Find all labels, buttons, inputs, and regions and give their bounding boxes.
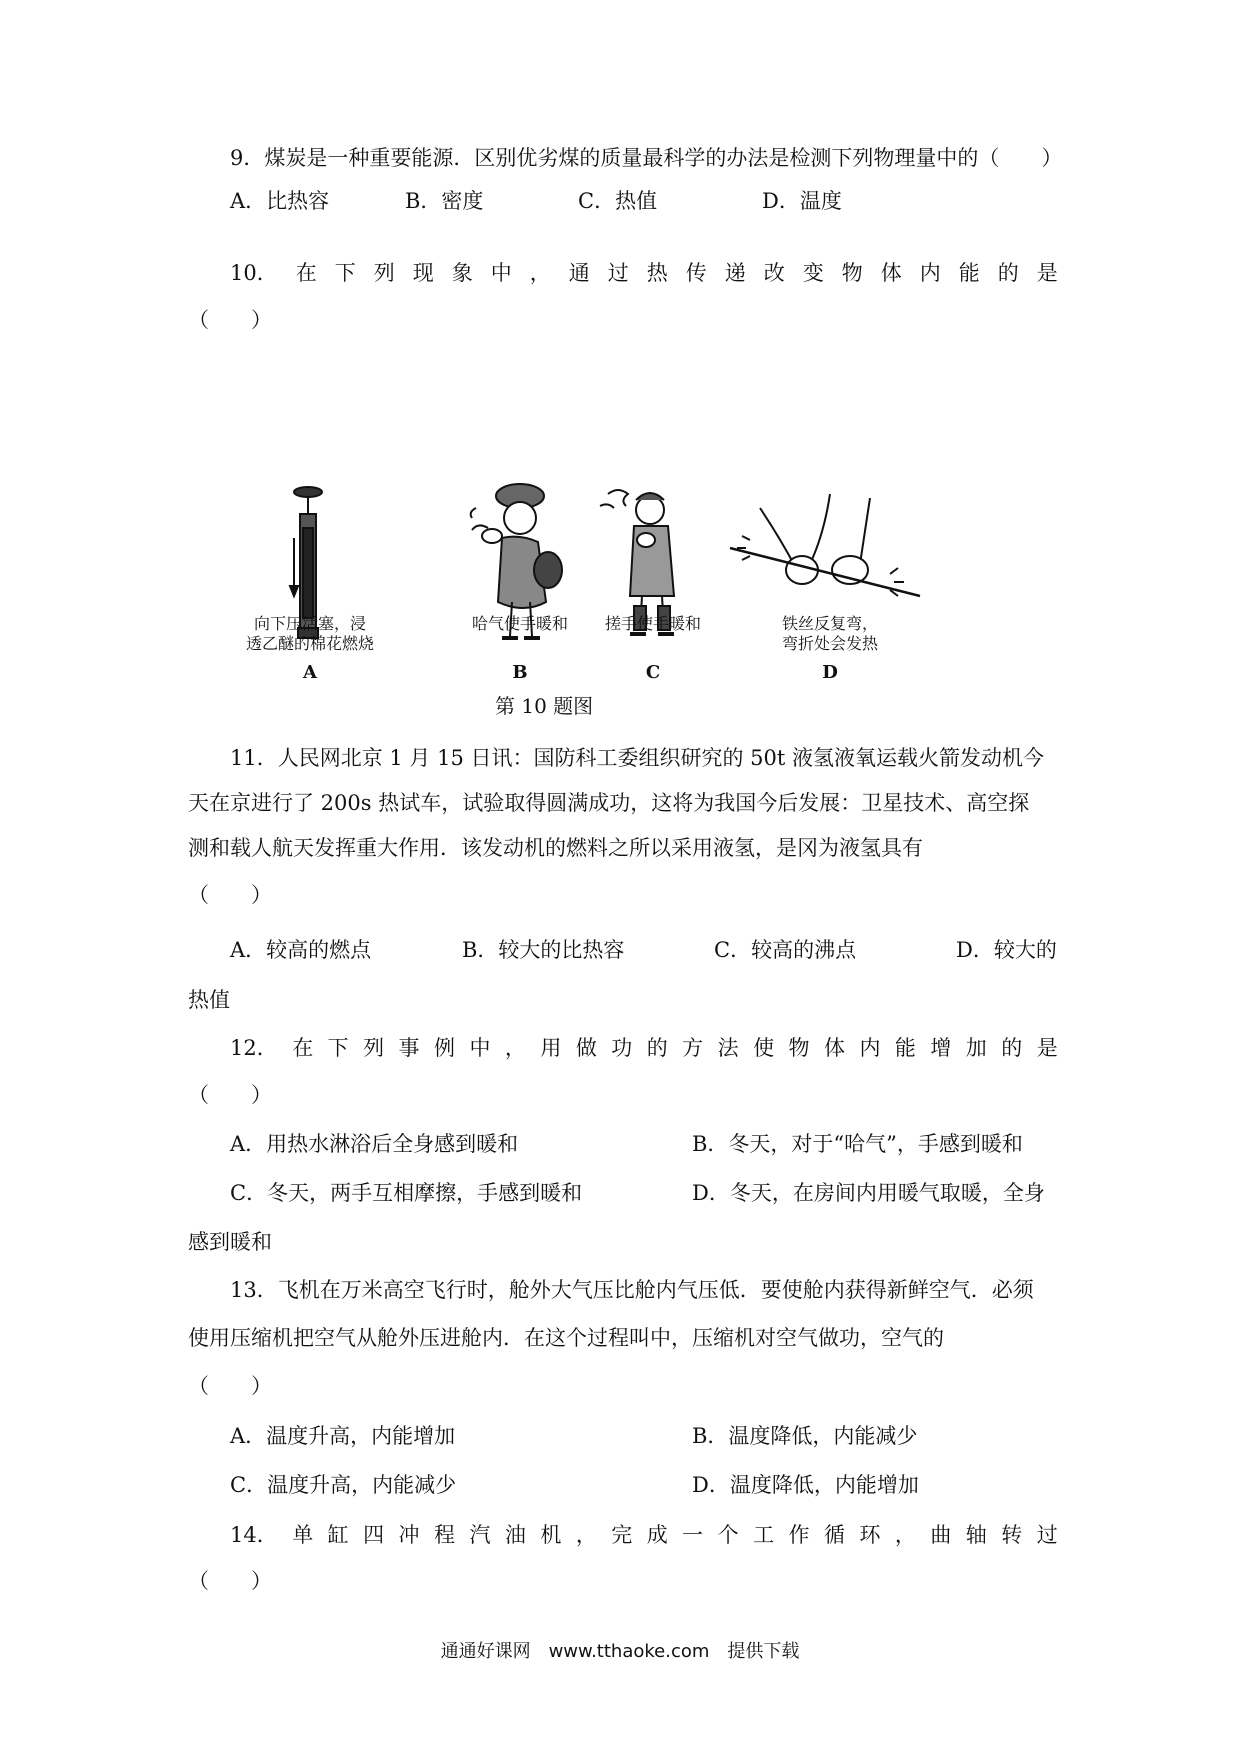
q11-paren: （ ） (188, 883, 272, 907)
q14-stem-char: ， (894, 1523, 916, 1547)
bending-wire-illustration (730, 494, 920, 596)
q10-stem-char: 内 (919, 261, 941, 285)
q12-stem-char: 方 (682, 1036, 704, 1060)
q14-stem-char: 轴 (965, 1523, 987, 1547)
figure-d-caption-line1: 铁丝反复弯， (781, 614, 878, 633)
q9-option-b: B．密度 (405, 189, 484, 213)
q12-stem-char: 增 (930, 1036, 952, 1060)
q11-option-c: C．较高的沸点 (714, 938, 857, 962)
q14-stem-char: 程 (434, 1523, 455, 1547)
q11-option-d-tail: 热值 (188, 988, 230, 1012)
q12-stem-char: 在 (292, 1036, 314, 1060)
q14-stem-char: 循 (823, 1523, 845, 1547)
q12-stem-char: 功 (611, 1036, 633, 1060)
q10-stem-char: ， (529, 261, 551, 285)
q14-stem-char: 汽 (469, 1523, 491, 1547)
q14-stem (230, 1520, 1058, 1550)
q12-stem-char: 能 (894, 1036, 916, 1060)
q13-option-b: B．温度降低，内能减少 (692, 1424, 918, 1448)
q13-option-c: C．温度升高，内能减少 (230, 1473, 457, 1497)
figure-b-letter: B (512, 662, 528, 683)
q14-stem-char: 14． (230, 1523, 278, 1547)
q10-stem-char: 中 (490, 261, 512, 285)
q10-stem-char: 10． (230, 261, 278, 285)
figure-b-caption: 哈气使手暖和 (471, 614, 568, 633)
q14-stem-char: 完 (611, 1523, 633, 1547)
q10-stem-char: 的 (997, 261, 1019, 285)
q9-option-a: A．比热容 (230, 189, 330, 213)
q12-option-d: D．冬天，在房间内用暖气取暖，全身 (692, 1181, 1045, 1205)
figure-c-letter: C (645, 662, 661, 683)
q14-stem-char: 过 (1036, 1523, 1058, 1547)
q10-stem-char: 能 (958, 261, 980, 285)
q12-stem-char: 12． (230, 1036, 278, 1060)
q10-stem-char: 传 (685, 261, 707, 285)
q12-option-b: B．冬天，对于“哈气”，手感到暖和 (692, 1132, 1023, 1156)
q12-stem-char: 中 (469, 1036, 491, 1060)
q9-stem: 9．煤炭是一种重要能源．区别优劣煤的质量最科学的办法是检测下列物理量中的（ ） (230, 146, 1063, 170)
q14-stem-char: 工 (753, 1523, 775, 1547)
q10-stem-char: 变 (802, 261, 824, 285)
q10-stem-char: 通 (568, 261, 590, 285)
q14-stem-char: 曲 (930, 1523, 952, 1547)
q10-stem-char: 物 (841, 261, 863, 285)
q10-stem-char: 热 (646, 261, 668, 285)
q11-line3: 测和载人航天发挥重大作用．该发动机的燃料之所以采用液氢，是冈为液氢具有 (188, 836, 923, 860)
q13-line2: 使用压缩机把空气从舱外压进舱内．在这个过程叫中，压缩机对空气做功，空气的 (188, 1326, 944, 1350)
figure-a-letter: A (303, 662, 317, 683)
q12-stem-char: 使 (753, 1036, 775, 1060)
q11-option-b: B．较大的比热容 (462, 938, 625, 962)
q10-stem-char: 过 (607, 261, 629, 285)
figure-a-caption-line1: 向下压活塞，浸 (253, 614, 366, 633)
q9-option-c: C．热值 (578, 189, 658, 213)
q13-paren: （ ） (188, 1374, 272, 1398)
q14-stem-char: 冲 (398, 1523, 420, 1547)
q12-stem-char: 的 (646, 1036, 668, 1060)
q12-stem-char: 体 (823, 1036, 845, 1060)
q12-stem-char: 物 (788, 1036, 810, 1060)
q12-stem-char: 列 (363, 1036, 385, 1060)
q12-stem-char: 的 (1001, 1036, 1023, 1060)
q12-stem-char: 是 (1036, 1036, 1058, 1060)
q10-stem-char: 象 (451, 261, 473, 285)
q10-stem-char: 下 (334, 261, 356, 285)
q12-stem-char: ， (504, 1036, 526, 1060)
q13-line1: 13．飞机在万米高空飞行时，舱外大气压比舱内气压低．要使舱内获得新鲜空气．必须 (230, 1278, 1034, 1302)
q10-illustrations (230, 478, 1020, 718)
q13-option-a: A．温度升高，内能增加 (230, 1424, 456, 1448)
q14-stem-char: 转 (1001, 1523, 1023, 1547)
q14-stem-char: 成 (646, 1523, 668, 1547)
q14-stem-char: 机 (540, 1523, 562, 1547)
q12-stem-char: 下 (327, 1036, 349, 1060)
q14-stem-char: 单 (292, 1523, 314, 1547)
q12-stem-char: 用 (540, 1036, 562, 1060)
q10-stem-char: 在 (295, 261, 317, 285)
q12-stem (230, 1033, 1058, 1063)
q10-stem (230, 258, 1058, 288)
q10-figure (230, 478, 1020, 718)
q12-stem-char: 法 (717, 1036, 739, 1060)
q12-stem-char: 做 (575, 1036, 597, 1060)
q14-stem-char: 作 (788, 1523, 810, 1547)
q10-paren: （ ） (188, 308, 272, 332)
q10-stem-char: 递 (724, 261, 746, 285)
q14-stem-char: ， (575, 1523, 597, 1547)
q14-stem-char: 环 (859, 1523, 881, 1547)
q12-stem-char: 内 (859, 1036, 881, 1060)
q12-paren: （ ） (188, 1083, 272, 1107)
figure-a-caption-line2: 透乙醚的棉花燃烧 (245, 634, 374, 653)
q10-stem-char: 是 (1036, 261, 1058, 285)
q12-stem-char: 事 (398, 1036, 420, 1060)
q14-stem-char: 四 (363, 1523, 385, 1547)
q14-stem-char: 一 (682, 1523, 704, 1547)
q11-line1: 11．人民网北京 1 月 15 日讯：国防科工委组织研究的 50t 液氢液氧运载火箭发动机今 (230, 746, 1045, 770)
q11-option-a: A．较高的燃点 (230, 938, 372, 962)
figure-d-caption-line2: 弯折处会发热 (781, 634, 878, 653)
q12-option-a: A．用热水淋浴后全身感到暖和 (230, 1132, 519, 1156)
q14-paren: （ ） (188, 1569, 272, 1593)
page-footer: 通通好课网 www.tthaoke.com 提供下载 (440, 1641, 800, 1662)
q10-stem-char: 改 (763, 261, 785, 285)
rubbing-hands-illustration (600, 490, 674, 634)
figure-title: 第 10 题图 (495, 694, 594, 718)
q9-option-d: D．温度 (762, 189, 842, 213)
q14-stem-char: 油 (504, 1523, 526, 1547)
q10-stem-char: 列 (373, 261, 395, 285)
figure-c-caption: 搓手使手暖和 (604, 614, 701, 633)
q12-option-c: C．冬天，两手互相摩擦，手感到暖和 (230, 1181, 583, 1205)
q14-stem-char: 个 (717, 1523, 739, 1547)
q10-stem-char: 体 (880, 261, 902, 285)
q11-option-d: D．较大的 (956, 938, 1057, 962)
q12-stem-char: 加 (965, 1036, 987, 1060)
figure-d-letter: D (822, 662, 838, 683)
q12-option-d-tail: 感到暖和 (188, 1230, 272, 1254)
q11-line2: 天在京进行了 200s 热试车，试验取得圆满成功，这将为我国今后发展：卫星技术、高空探 (188, 791, 1030, 815)
q13-option-d: D．温度降低，内能增加 (692, 1473, 919, 1497)
q10-stem-char: 现 (412, 261, 434, 285)
q12-stem-char: 例 (434, 1036, 455, 1060)
q14-stem-char: 缸 (327, 1523, 349, 1547)
